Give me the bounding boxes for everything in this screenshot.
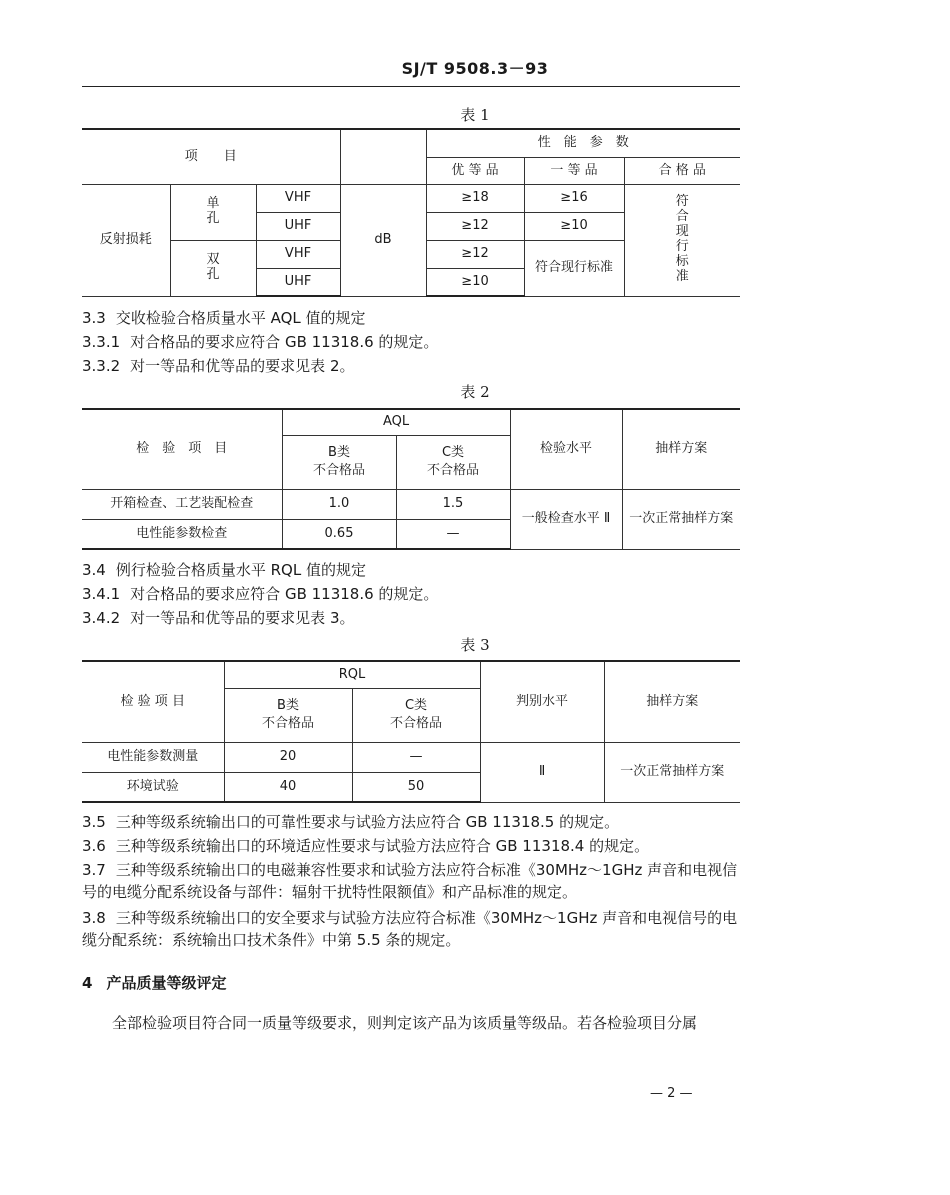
table1-band: UHF <box>256 268 340 296</box>
clause-3-6: 3.6 三种等级系统输出口的环境适应性要求与试验方法应符合 GB 11318.4 的规定。 <box>82 837 650 855</box>
table2-row-name: 开箱检查、工艺装配检查 <box>82 489 282 519</box>
table1-unit: dB <box>340 184 426 296</box>
clause-3-7: 3.7 三种等级系统输出口的电磁兼容性要求和试验方法应符合标准《30MHz～1GHz 声音和电视信号的电缆分配系统设备与部件：辐射干扰特性限额值》和产品标准的规定。 <box>82 861 738 901</box>
table3-c-value: 50 <box>352 772 480 802</box>
table1-single-hole: 单孔 <box>170 184 256 240</box>
table1 <box>82 128 740 297</box>
table3-b-class-header: B类 不合格品 <box>224 688 352 742</box>
table1-first-value: ≥10 <box>524 212 624 240</box>
table2-b-class-header: B类 不合格品 <box>282 435 396 489</box>
table2-caption: 表 2 <box>460 383 490 401</box>
table2-row-name: 电性能参数检查 <box>82 519 282 549</box>
table1-excellent-value: ≥18 <box>426 184 524 212</box>
table2-b-value: 0.65 <box>282 519 396 549</box>
table3-item-header: 检 验 项 目 <box>82 661 224 742</box>
clause-3-4-2: 3.4.2 对一等品和优等品的要求见表 3。 <box>82 609 355 627</box>
table1-perf-header: 性 能 参 数 <box>426 129 740 157</box>
table3-level-header: 判别水平 <box>480 661 604 742</box>
table2-c-value: 1.5 <box>396 489 510 519</box>
table2 <box>82 408 740 550</box>
table3-plan-header: 抽样方案 <box>604 661 740 742</box>
table1-item-header: 项 目 <box>82 129 340 184</box>
clause-3-8: 3.8 三种等级系统输出口的安全要求与试验方法应符合标准《30MHz～1GHz 声音和电视信号的电缆分配系统：系统输出口技术条件》中第 5.5 条的规定。 <box>82 909 738 949</box>
table2-level-header: 检验水平 <box>510 409 622 489</box>
page-number: — 2 — <box>650 1086 693 1101</box>
table2-level: 一般检查水平 Ⅱ <box>510 489 622 549</box>
table3-b-value: 40 <box>224 772 352 802</box>
table1-excellent-value: ≥10 <box>426 268 524 296</box>
table1-qualified-value: 符合现行标准 <box>624 184 740 296</box>
table2-c-class-header: C类 不合格品 <box>396 435 510 489</box>
table1-excellent-value: ≥12 <box>426 212 524 240</box>
header-rule <box>82 86 740 87</box>
table3-c-class-header: C类 不合格品 <box>352 688 480 742</box>
table3-level: Ⅱ <box>480 742 604 802</box>
clause-3-4: 3.4 例行检验合格质量水平 RQL 值的规定 <box>82 561 366 579</box>
document-header: SJ/T 9508.3－93 <box>401 59 549 78</box>
table2-b-value: 1.0 <box>282 489 396 519</box>
clause-3-4-1: 3.4.1 对合格品的要求应符合 GB 11318.6 的规定。 <box>82 585 439 603</box>
table1-unit-header <box>340 129 426 184</box>
table1-first-double: 符合现行标准 <box>524 240 624 296</box>
table1-band: UHF <box>256 212 340 240</box>
section-4-heading: 4 产品质量等级评定 <box>82 974 227 992</box>
table2-aql-header: AQL <box>282 409 510 435</box>
table3-c-value: — <box>352 742 480 772</box>
table3-row-name: 环境试验 <box>82 772 224 802</box>
table1-band: VHF <box>256 184 340 212</box>
table1-first-value: ≥16 <box>524 184 624 212</box>
table3-rql-header: RQL <box>224 661 480 688</box>
table2-c-value: — <box>396 519 510 549</box>
table3-row-name: 电性能参数测量 <box>82 742 224 772</box>
table3-caption: 表 3 <box>460 636 490 654</box>
clause-3-5: 3.5 三种等级系统输出口的可靠性要求与试验方法应符合 GB 11318.5 的规定。 <box>82 813 620 831</box>
table2-plan-header: 抽样方案 <box>622 409 740 489</box>
table3-b-value: 20 <box>224 742 352 772</box>
table3 <box>82 660 740 803</box>
table1-excellent-value: ≥12 <box>426 240 524 268</box>
table1-grade-qualified: 合 格 品 <box>624 157 740 184</box>
table1-caption: 表 1 <box>460 106 490 124</box>
table3-plan: 一次正常抽样方案 <box>604 742 740 802</box>
table1-grade-excellent: 优 等 品 <box>426 157 524 184</box>
table1-band: VHF <box>256 240 340 268</box>
clause-3-3-2: 3.3.2 对一等品和优等品的要求见表 2。 <box>82 357 355 375</box>
clause-3-3-1: 3.3.1 对合格品的要求应符合 GB 11318.6 的规定。 <box>82 333 439 351</box>
table1-row-label: 反射损耗 <box>82 184 170 296</box>
table1-double-hole: 双孔 <box>170 240 256 296</box>
clause-3-3: 3.3 交收检验合格质量水平 AQL 值的规定 <box>82 309 366 327</box>
table1-grade-first: 一 等 品 <box>524 157 624 184</box>
table2-plan: 一次正常抽样方案 <box>622 489 740 549</box>
section-4-body: 全部检验项目符合同一质量等级要求，则判定该产品为该质量等级品。若各检验项目分属 <box>112 1014 698 1032</box>
table2-item-header: 检 验 项 目 <box>82 409 282 489</box>
